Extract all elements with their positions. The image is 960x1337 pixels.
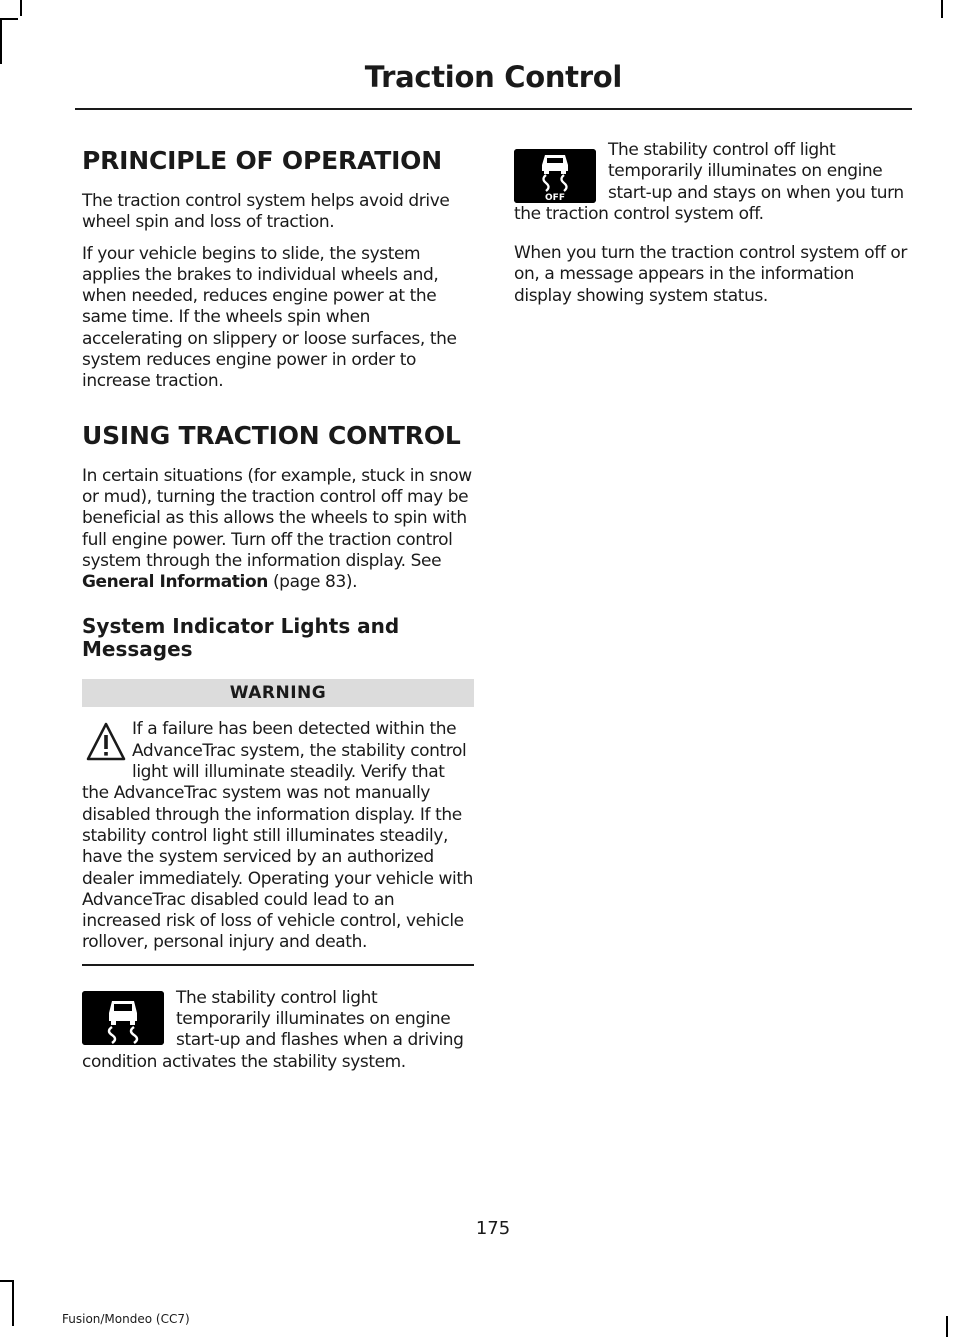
warning-text: If a failure has been detected within the AdvanceTrac system, the stability control light will illuminate steadily. Verify that the AdvanceTrac system was not manually disabled through the information display. If the stability control light still illuminates steadily, have the system serviced by an authorized dealer immediately. Operating your vehicle with AdvanceTrac disabled could lead to an increased risk of loss of vehicle control, vehicle rollover, personal injury and death.: [82, 719, 474, 953]
page-header: [75, 60, 912, 110]
paragraph: When you turn the traction control system off or on, a message appears in the information display showing system status.: [514, 243, 908, 306]
footer-model: Fusion/Mondeo (CC7): [62, 1312, 190, 1326]
paragraph: The stability control light temporarily illuminates on engine start-up and flashes when a driving condition activates the stability system.: [82, 987, 464, 1072]
off-label: OFF: [545, 193, 565, 203]
right-column: [514, 140, 908, 317]
page-title: Traction Control: [364, 60, 622, 94]
crop-mark: [941, 0, 943, 18]
crop-mark: [0, 18, 2, 64]
crop-mark: [946, 1316, 948, 1337]
crop-mark: [12, 1282, 14, 1326]
stability-control-light-icon: [82, 991, 164, 1045]
warning-header: WARNING: [82, 679, 474, 707]
crop-mark: [0, 1280, 14, 1282]
paragraph: The stability control off light temporarily illuminates on engine start-up and stays on when you turn the traction control system off.: [514, 140, 904, 224]
stability-off-light-block: [514, 140, 908, 225]
stability-light-block: [82, 988, 474, 1073]
warning-box: [82, 707, 474, 965]
paragraph: If your vehicle begins to slide, the system applies the brakes to individual wheels and, when needed, reduces engine power at the same time. If the wheels spin when accelerating on slippery or loose surfaces, the system reduces engine power in order to increase traction.: [82, 243, 457, 392]
section-heading-using: USING TRACTION CONTROL: [82, 420, 461, 450]
paragraph: In certain situations (for example, stuck in snow or mud), turning the traction control off may be beneficial as this allows the wheels to spin with full engine power. Turn off the traction control system through the information display. See General Information (page 83).: [82, 465, 472, 593]
subsection-heading: System Indicator Lights and Messages: [82, 614, 400, 662]
cross-reference-link[interactable]: General Information: [82, 572, 268, 593]
page-number: 175: [475, 1218, 511, 1239]
paragraph: The traction control system helps avoid drive wheel spin and loss of traction.: [82, 191, 450, 233]
stability-control-off-light-icon: [514, 149, 596, 203]
left-column: [82, 140, 474, 1083]
section-heading-principle: PRINCIPLE OF OPERATION: [82, 146, 442, 175]
crop-mark: [20, 0, 22, 16]
crop-mark: [0, 18, 18, 20]
warning-triangle-icon: [86, 721, 126, 765]
